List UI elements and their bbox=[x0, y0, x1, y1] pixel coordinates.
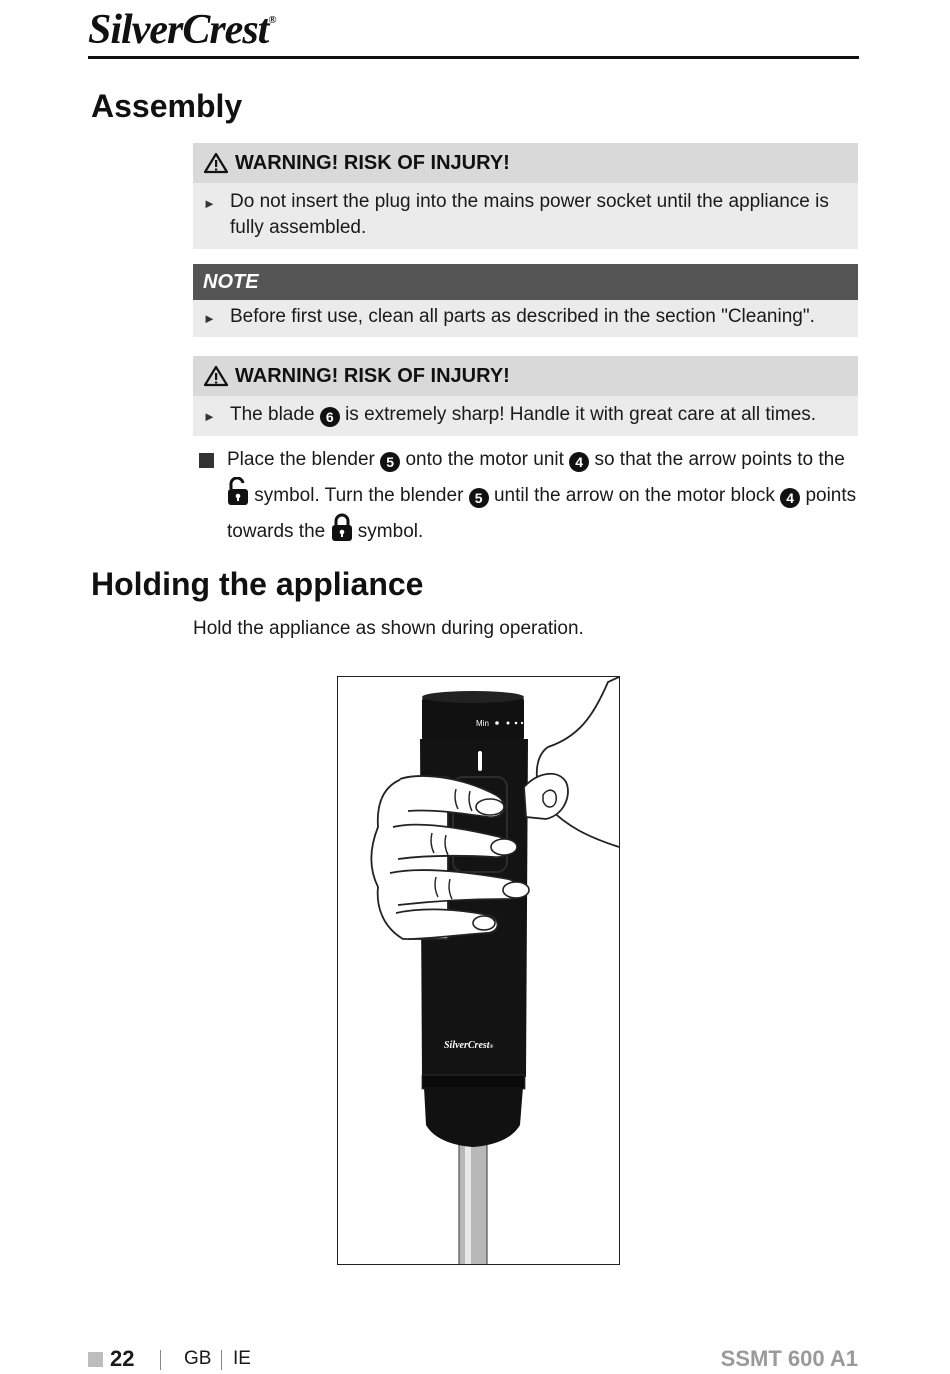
warning-text-2: The blade 6 is extremely sharp! Handle it with great care at all times. bbox=[230, 404, 817, 425]
lang-ie: IE bbox=[233, 1348, 251, 1369]
warning-box-2 bbox=[193, 356, 858, 436]
holding-intro: Hold the appliance as shown during operation. bbox=[193, 618, 584, 639]
hand-blender-illustration bbox=[337, 676, 620, 1265]
arrow-bullet-icon: ► bbox=[203, 409, 216, 424]
square-bullet-icon bbox=[199, 453, 214, 468]
holding-title: Holding the appliance bbox=[91, 566, 424, 602]
header-rule bbox=[88, 56, 859, 59]
note-heading: NOTE bbox=[193, 264, 858, 300]
arrow-bullet-icon: ► bbox=[203, 196, 216, 211]
warning-text-1: Do not insert the plug into the mains power socket until the appliance is fully assembled. bbox=[230, 191, 829, 238]
warning-icon bbox=[203, 365, 229, 387]
note-box bbox=[193, 264, 858, 337]
brand-logo: SilverCrest® bbox=[88, 7, 276, 53]
speed-label: Min bbox=[476, 719, 489, 728]
note-text: Before first use, clean all parts as described in the section "Cleaning". bbox=[230, 306, 815, 327]
unlocked-padlock-icon bbox=[227, 477, 249, 507]
blade-number-badge: 6 bbox=[320, 407, 340, 427]
body-brand: SilverCrest® bbox=[444, 1040, 494, 1051]
page-square-icon bbox=[88, 1352, 103, 1367]
assembly-title: Assembly bbox=[91, 88, 243, 124]
warning-heading: WARNING! RISK OF INJURY! bbox=[193, 356, 858, 396]
warning-icon bbox=[203, 152, 229, 174]
footer-divider bbox=[221, 1350, 222, 1370]
footer-divider bbox=[160, 1350, 161, 1370]
locked-padlock-icon bbox=[331, 513, 353, 543]
warning-heading: WARNING! RISK OF INJURY! bbox=[193, 143, 858, 183]
lang-gb: GB bbox=[184, 1348, 212, 1369]
arrow-bullet-icon: ► bbox=[203, 311, 216, 326]
footer bbox=[0, 1344, 950, 1374]
page-number: 22 bbox=[110, 1346, 135, 1371]
warning-box-1 bbox=[193, 143, 858, 249]
assembly-step bbox=[199, 443, 859, 549]
model-number: SSMT 600 A1 bbox=[720, 1346, 858, 1371]
assembly-step-text: Place the blender 5 onto the motor unit 4 so that the arrow points to the symbol. Turn the blender 5 until the arrow on the motor block 4 points towards the symbol. bbox=[227, 449, 857, 542]
